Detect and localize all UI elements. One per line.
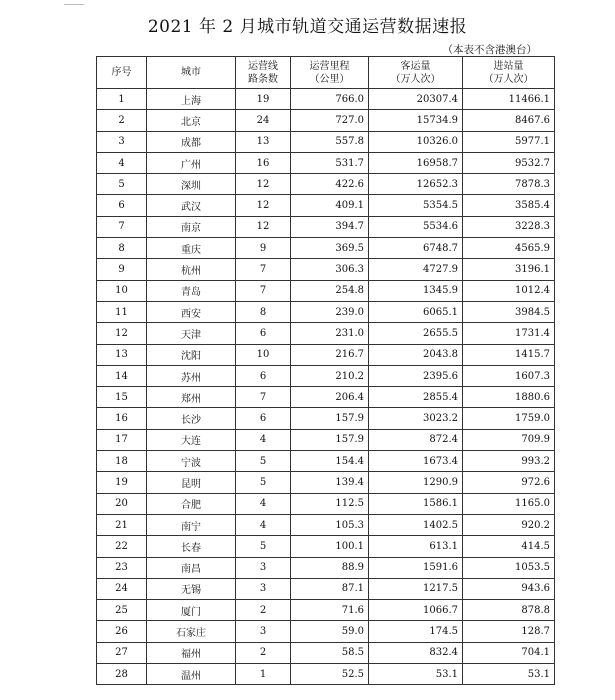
row-entries: 1165.0 [463, 493, 555, 514]
table-body [97, 89, 555, 685]
row-city: 杭州 [147, 259, 236, 280]
row-lines: 6 [236, 365, 291, 386]
row-ridership: 12652.3 [369, 174, 463, 195]
table-row [97, 365, 555, 386]
row-city: 厦门 [147, 600, 236, 621]
row-seq: 10 [97, 280, 147, 301]
row-ridership: 832.4 [369, 642, 463, 663]
row-mileage: 105.3 [291, 514, 369, 535]
row-lines: 3 [236, 578, 291, 599]
row-ridership: 1402.5 [369, 514, 463, 535]
row-seq: 11 [97, 301, 147, 322]
row-lines: 7 [236, 280, 291, 301]
table-row [97, 387, 555, 408]
row-city: 上海 [147, 89, 236, 110]
row-mileage: 422.6 [291, 174, 369, 195]
row-seq: 28 [97, 664, 147, 685]
row-ridership: 3023.2 [369, 408, 463, 429]
row-lines: 10 [236, 344, 291, 365]
table-row [97, 408, 555, 429]
row-ridership: 20307.4 [369, 89, 463, 110]
table-row [97, 280, 555, 301]
row-ridership: 53.1 [369, 664, 463, 685]
row-mileage: 112.5 [291, 493, 369, 514]
table-row [97, 259, 555, 280]
row-ridership: 613.1 [369, 536, 463, 557]
table-row [97, 493, 555, 514]
row-lines: 16 [236, 152, 291, 173]
row-entries: 1053.5 [463, 557, 555, 578]
row-ridership: 2855.4 [369, 387, 463, 408]
table-row [97, 238, 555, 259]
row-seq: 5 [97, 174, 147, 195]
table-row [97, 110, 555, 131]
row-ridership: 174.5 [369, 621, 463, 642]
table-row [97, 472, 555, 493]
row-lines: 6 [236, 408, 291, 429]
row-seq: 22 [97, 536, 147, 557]
row-seq: 26 [97, 621, 147, 642]
row-lines: 12 [236, 216, 291, 237]
header-mileage: 运营里程 （公里） [291, 57, 369, 89]
row-city: 成都 [147, 131, 236, 152]
row-mileage: 59.0 [291, 621, 369, 642]
row-lines: 12 [236, 174, 291, 195]
row-entries: 1731.4 [463, 323, 555, 344]
row-lines: 1 [236, 664, 291, 685]
row-mileage: 239.0 [291, 301, 369, 322]
table-row [97, 344, 555, 365]
row-mileage: 409.1 [291, 195, 369, 216]
row-entries: 972.6 [463, 472, 555, 493]
row-mileage: 727.0 [291, 110, 369, 131]
row-ridership: 1345.9 [369, 280, 463, 301]
row-mileage: 231.0 [291, 323, 369, 344]
row-ridership: 4727.9 [369, 259, 463, 280]
row-city: 南昌 [147, 557, 236, 578]
row-lines: 4 [236, 429, 291, 450]
row-seq: 17 [97, 429, 147, 450]
row-entries: 1759.0 [463, 408, 555, 429]
row-seq: 21 [97, 514, 147, 535]
row-entries: 1607.3 [463, 365, 555, 386]
table-row [97, 451, 555, 472]
row-seq: 16 [97, 408, 147, 429]
row-entries: 7878.3 [463, 174, 555, 195]
row-seq: 7 [97, 216, 147, 237]
header-seq: 序号 [97, 57, 147, 89]
page-top-fragment [64, 0, 84, 5]
row-lines: 6 [236, 323, 291, 344]
row-city: 福州 [147, 642, 236, 663]
row-entries: 5977.1 [463, 131, 555, 152]
row-entries: 920.2 [463, 514, 555, 535]
row-ridership: 2655.5 [369, 323, 463, 344]
row-seq: 2 [97, 110, 147, 131]
row-lines: 3 [236, 621, 291, 642]
row-entries: 943.6 [463, 578, 555, 599]
row-city: 南京 [147, 216, 236, 237]
row-seq: 1 [97, 89, 147, 110]
row-city: 广州 [147, 152, 236, 173]
row-city: 石家庄 [147, 621, 236, 642]
row-lines: 3 [236, 557, 291, 578]
row-seq: 27 [97, 642, 147, 663]
table-row [97, 152, 555, 173]
row-mileage: 157.9 [291, 429, 369, 450]
row-mileage: 157.9 [291, 408, 369, 429]
table-note: （本表不含港澳台） [442, 44, 537, 56]
row-mileage: 139.4 [291, 472, 369, 493]
row-seq: 23 [97, 557, 147, 578]
row-city: 长沙 [147, 408, 236, 429]
row-entries: 3984.5 [463, 301, 555, 322]
table-row [97, 216, 555, 237]
row-entries: 414.5 [463, 536, 555, 557]
row-seq: 14 [97, 365, 147, 386]
row-ridership: 16958.7 [369, 152, 463, 173]
row-seq: 9 [97, 259, 147, 280]
table-header-row [97, 57, 555, 89]
row-entries: 878.8 [463, 600, 555, 621]
row-mileage: 369.5 [291, 238, 369, 259]
row-ridership: 6065.1 [369, 301, 463, 322]
row-entries: 1012.4 [463, 280, 555, 301]
row-city: 沈阳 [147, 344, 236, 365]
row-ridership: 1591.6 [369, 557, 463, 578]
table-row [97, 642, 555, 663]
row-seq: 8 [97, 238, 147, 259]
row-mileage: 71.6 [291, 600, 369, 621]
metro-data-table [96, 56, 555, 685]
row-city: 温州 [147, 664, 236, 685]
row-ridership: 15734.9 [369, 110, 463, 131]
row-mileage: 154.4 [291, 451, 369, 472]
row-city: 北京 [147, 110, 236, 131]
table-row [97, 514, 555, 535]
row-city: 深圳 [147, 174, 236, 195]
row-entries: 709.9 [463, 429, 555, 450]
row-lines: 19 [236, 89, 291, 110]
row-ridership: 1586.1 [369, 493, 463, 514]
row-city: 青岛 [147, 280, 236, 301]
table-row [97, 89, 555, 110]
table-row [97, 301, 555, 322]
row-city: 昆明 [147, 472, 236, 493]
row-seq: 13 [97, 344, 147, 365]
row-ridership: 1290.9 [369, 472, 463, 493]
row-lines: 2 [236, 642, 291, 663]
row-mileage: 210.2 [291, 365, 369, 386]
row-city: 苏州 [147, 365, 236, 386]
row-city: 长春 [147, 536, 236, 557]
row-mileage: 557.8 [291, 131, 369, 152]
page-title: 2021 年 2 月城市轨道交通运营数据速报 [147, 17, 468, 37]
row-lines: 7 [236, 259, 291, 280]
row-city: 宁波 [147, 451, 236, 472]
row-lines: 8 [236, 301, 291, 322]
row-lines: 5 [236, 451, 291, 472]
row-ridership: 2043.8 [369, 344, 463, 365]
row-entries: 1415.7 [463, 344, 555, 365]
row-ridership: 1673.4 [369, 451, 463, 472]
row-lines: 4 [236, 514, 291, 535]
table-row [97, 195, 555, 216]
row-ridership: 872.4 [369, 429, 463, 450]
row-entries: 11466.1 [463, 89, 555, 110]
row-lines: 9 [236, 238, 291, 259]
row-mileage: 394.7 [291, 216, 369, 237]
row-lines: 5 [236, 472, 291, 493]
row-entries: 704.1 [463, 642, 555, 663]
row-mileage: 254.8 [291, 280, 369, 301]
row-mileage: 88.9 [291, 557, 369, 578]
row-entries: 993.2 [463, 451, 555, 472]
row-seq: 3 [97, 131, 147, 152]
table-row [97, 557, 555, 578]
row-entries: 53.1 [463, 664, 555, 685]
header-city: 城市 [147, 57, 236, 89]
row-ridership: 10326.0 [369, 131, 463, 152]
row-entries: 4565.9 [463, 238, 555, 259]
row-ridership: 6748.7 [369, 238, 463, 259]
row-city: 郑州 [147, 387, 236, 408]
row-seq: 15 [97, 387, 147, 408]
row-seq: 20 [97, 493, 147, 514]
row-city: 南宁 [147, 514, 236, 535]
row-seq: 12 [97, 323, 147, 344]
row-mileage: 206.4 [291, 387, 369, 408]
row-lines: 5 [236, 536, 291, 557]
table-row [97, 131, 555, 152]
table-row [97, 429, 555, 450]
row-seq: 18 [97, 451, 147, 472]
row-mileage: 306.3 [291, 259, 369, 280]
row-city: 重庆 [147, 238, 236, 259]
row-entries: 3585.4 [463, 195, 555, 216]
row-seq: 4 [97, 152, 147, 173]
row-lines: 4 [236, 493, 291, 514]
row-mileage: 52.5 [291, 664, 369, 685]
table-row [97, 536, 555, 557]
row-mileage: 87.1 [291, 578, 369, 599]
row-entries: 128.7 [463, 621, 555, 642]
row-seq: 6 [97, 195, 147, 216]
row-ridership: 5534.6 [369, 216, 463, 237]
row-city: 西安 [147, 301, 236, 322]
table-row [97, 323, 555, 344]
row-city: 武汉 [147, 195, 236, 216]
row-ridership: 5354.5 [369, 195, 463, 216]
row-entries: 3228.3 [463, 216, 555, 237]
row-entries: 9532.7 [463, 152, 555, 173]
table-row [97, 600, 555, 621]
row-city: 大连 [147, 429, 236, 450]
row-entries: 8467.6 [463, 110, 555, 131]
row-lines: 24 [236, 110, 291, 131]
row-mileage: 216.7 [291, 344, 369, 365]
header-lines: 运营线 路条数 [236, 57, 291, 89]
row-city: 合肥 [147, 493, 236, 514]
row-lines: 2 [236, 600, 291, 621]
row-ridership: 2395.6 [369, 365, 463, 386]
row-mileage: 766.0 [291, 89, 369, 110]
row-entries: 3196.1 [463, 259, 555, 280]
row-entries: 1880.6 [463, 387, 555, 408]
table-row [97, 578, 555, 599]
header-entries: 进站量 （万人次） [463, 57, 555, 89]
row-lines: 13 [236, 131, 291, 152]
table-row [97, 174, 555, 195]
row-mileage: 58.5 [291, 642, 369, 663]
table-row [97, 664, 555, 685]
row-mileage: 100.1 [291, 536, 369, 557]
row-ridership: 1217.5 [369, 578, 463, 599]
row-ridership: 1066.7 [369, 600, 463, 621]
row-lines: 7 [236, 387, 291, 408]
header-ridership: 客运量 （万人次） [369, 57, 463, 89]
row-seq: 24 [97, 578, 147, 599]
row-seq: 25 [97, 600, 147, 621]
row-city: 天津 [147, 323, 236, 344]
row-city: 无锡 [147, 578, 236, 599]
table-row [97, 621, 555, 642]
row-mileage: 531.7 [291, 152, 369, 173]
row-lines: 12 [236, 195, 291, 216]
row-seq: 19 [97, 472, 147, 493]
